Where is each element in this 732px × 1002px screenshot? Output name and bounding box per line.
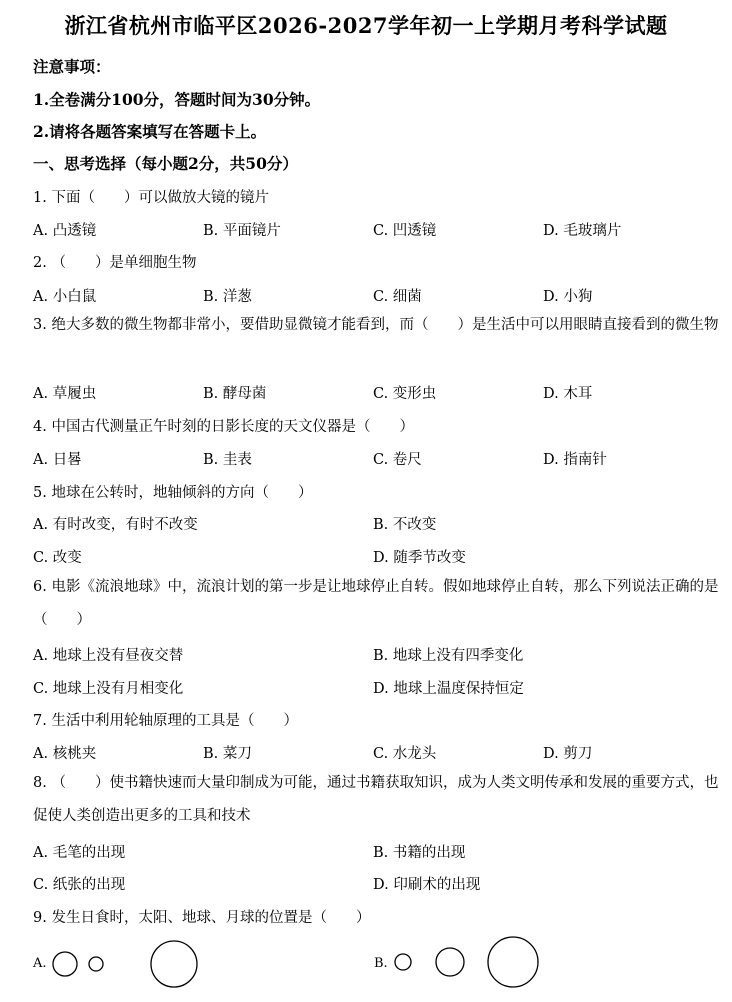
question-4-option-c: C. 卷尺 <box>373 452 422 468</box>
question-6-option-d: D. 地球上温度保持恒定 <box>373 681 524 697</box>
question-2-option-a: A. 小白鼠 <box>33 289 97 305</box>
question-4-option-a: A. 日晷 <box>33 452 82 468</box>
question-3-option-c: C. 变形虫 <box>373 386 437 402</box>
question-1-option-b: B. 平面镜片 <box>203 223 281 239</box>
page-title: 浙江省杭州市临平区2026-2027学年初一上学期月考科学试题 <box>64 13 668 38</box>
question-2-option-d: D. 小狗 <box>543 289 593 305</box>
question-8-option-c: C. 纸张的出现 <box>33 877 126 893</box>
question-6-stem: 6. 电影《流浪地球》中，流浪计划的第一步是让地球停止自转。假如地球停止自转，那么下列说法正确的是（ ） <box>33 579 719 628</box>
question-4-option-d: D. 指南针 <box>543 452 607 468</box>
notice-item-1: 1.全卷满分100分，答题时间为30分钟。 <box>33 90 321 109</box>
option-a-circle-3 <box>151 941 197 987</box>
question-1-stem: 1. 下面（ ）可以做放大镜的镜片 <box>33 190 269 206</box>
question-5-option-d: D. 随季节改变 <box>373 550 466 566</box>
question-3-option-a: A. 草履虫 <box>33 386 97 402</box>
question-7-option-a: A. 核桃夹 <box>33 746 97 762</box>
question-6-option-a: A. 地球上没有昼夜交替 <box>33 648 184 664</box>
question-8-option-d: D. 印刷术的出现 <box>373 877 481 893</box>
question-1-option-a: A. 凸透镜 <box>33 223 97 239</box>
option-b-circle-2 <box>436 948 464 976</box>
question-9-stem: 9. 发生日食时，太阳、地球、月球的位置是（ ） <box>33 910 371 926</box>
question-2-option-b: B. 洋葱 <box>203 289 252 305</box>
question-8-option-b: B. 书籍的出现 <box>373 845 466 861</box>
question-6-option-b: B. 地球上没有四季变化 <box>373 648 524 664</box>
question-9-option-b: B. <box>374 956 388 971</box>
question-5-stem: 5. 地球在公转时，地轴倾斜的方向（ ） <box>33 485 313 501</box>
question-4-option-b: B. 圭表 <box>203 452 252 468</box>
notice-heading: 注意事项： <box>33 57 111 76</box>
question-2-option-c: C. 细菌 <box>373 289 422 305</box>
question-6-option-c: C. 地球上没有月相变化 <box>33 681 184 697</box>
question-7-option-d: D. 剪刀 <box>543 746 593 762</box>
question-8-option-a: A. 毛笔的出现 <box>33 845 126 861</box>
question-5-option-a: A. 有时改变，有时不改变 <box>33 517 198 533</box>
notice-item-2: 2.请将各题答案填写在答题卡上。 <box>33 122 267 141</box>
option-a-circle-2 <box>89 957 103 971</box>
question-3-option-d: D. 木耳 <box>543 386 593 402</box>
question-3-stem: 3. 绝大多数的微生物都非常小，要借助显微镜才能看到，而（ ）是生活中可以用眼睛直接看到的微生物 <box>33 317 719 333</box>
question-4-stem: 4. 中国古代测量正午时刻的日影长度的天文仪器是（ ） <box>33 419 414 435</box>
option-a-circle-1 <box>53 952 77 976</box>
option-b-circle-1 <box>395 954 411 970</box>
question-8-stem: 8. （ ）使书籍快速而大量印制成为可能，通过书籍获取知识，成为人类文明传承和发展的重要方式，也促使人类创造出更多的工具和技术 <box>33 775 719 824</box>
question-1-option-d: D. 毛玻璃片 <box>543 223 622 239</box>
question-5-option-c: C. 改变 <box>33 550 82 566</box>
question-5-option-b: B. 不改变 <box>373 517 437 533</box>
question-7-stem: 7. 生活中利用轮轴原理的工具是（ ） <box>33 713 298 729</box>
section-heading: 一、思考选择（每小题2分，共50分） <box>33 154 298 173</box>
question-7-option-b: B. 菜刀 <box>203 746 252 762</box>
question-7-option-c: C. 水龙头 <box>373 746 437 762</box>
option-b-circle-3 <box>488 937 538 987</box>
question-1-option-c: C. 凹透镜 <box>373 223 437 239</box>
question-3-option-b: B. 酵母菌 <box>203 386 267 402</box>
question-2-stem: 2. （ ）是单细胞生物 <box>33 255 197 271</box>
question-9-option-a: A. <box>33 956 47 971</box>
